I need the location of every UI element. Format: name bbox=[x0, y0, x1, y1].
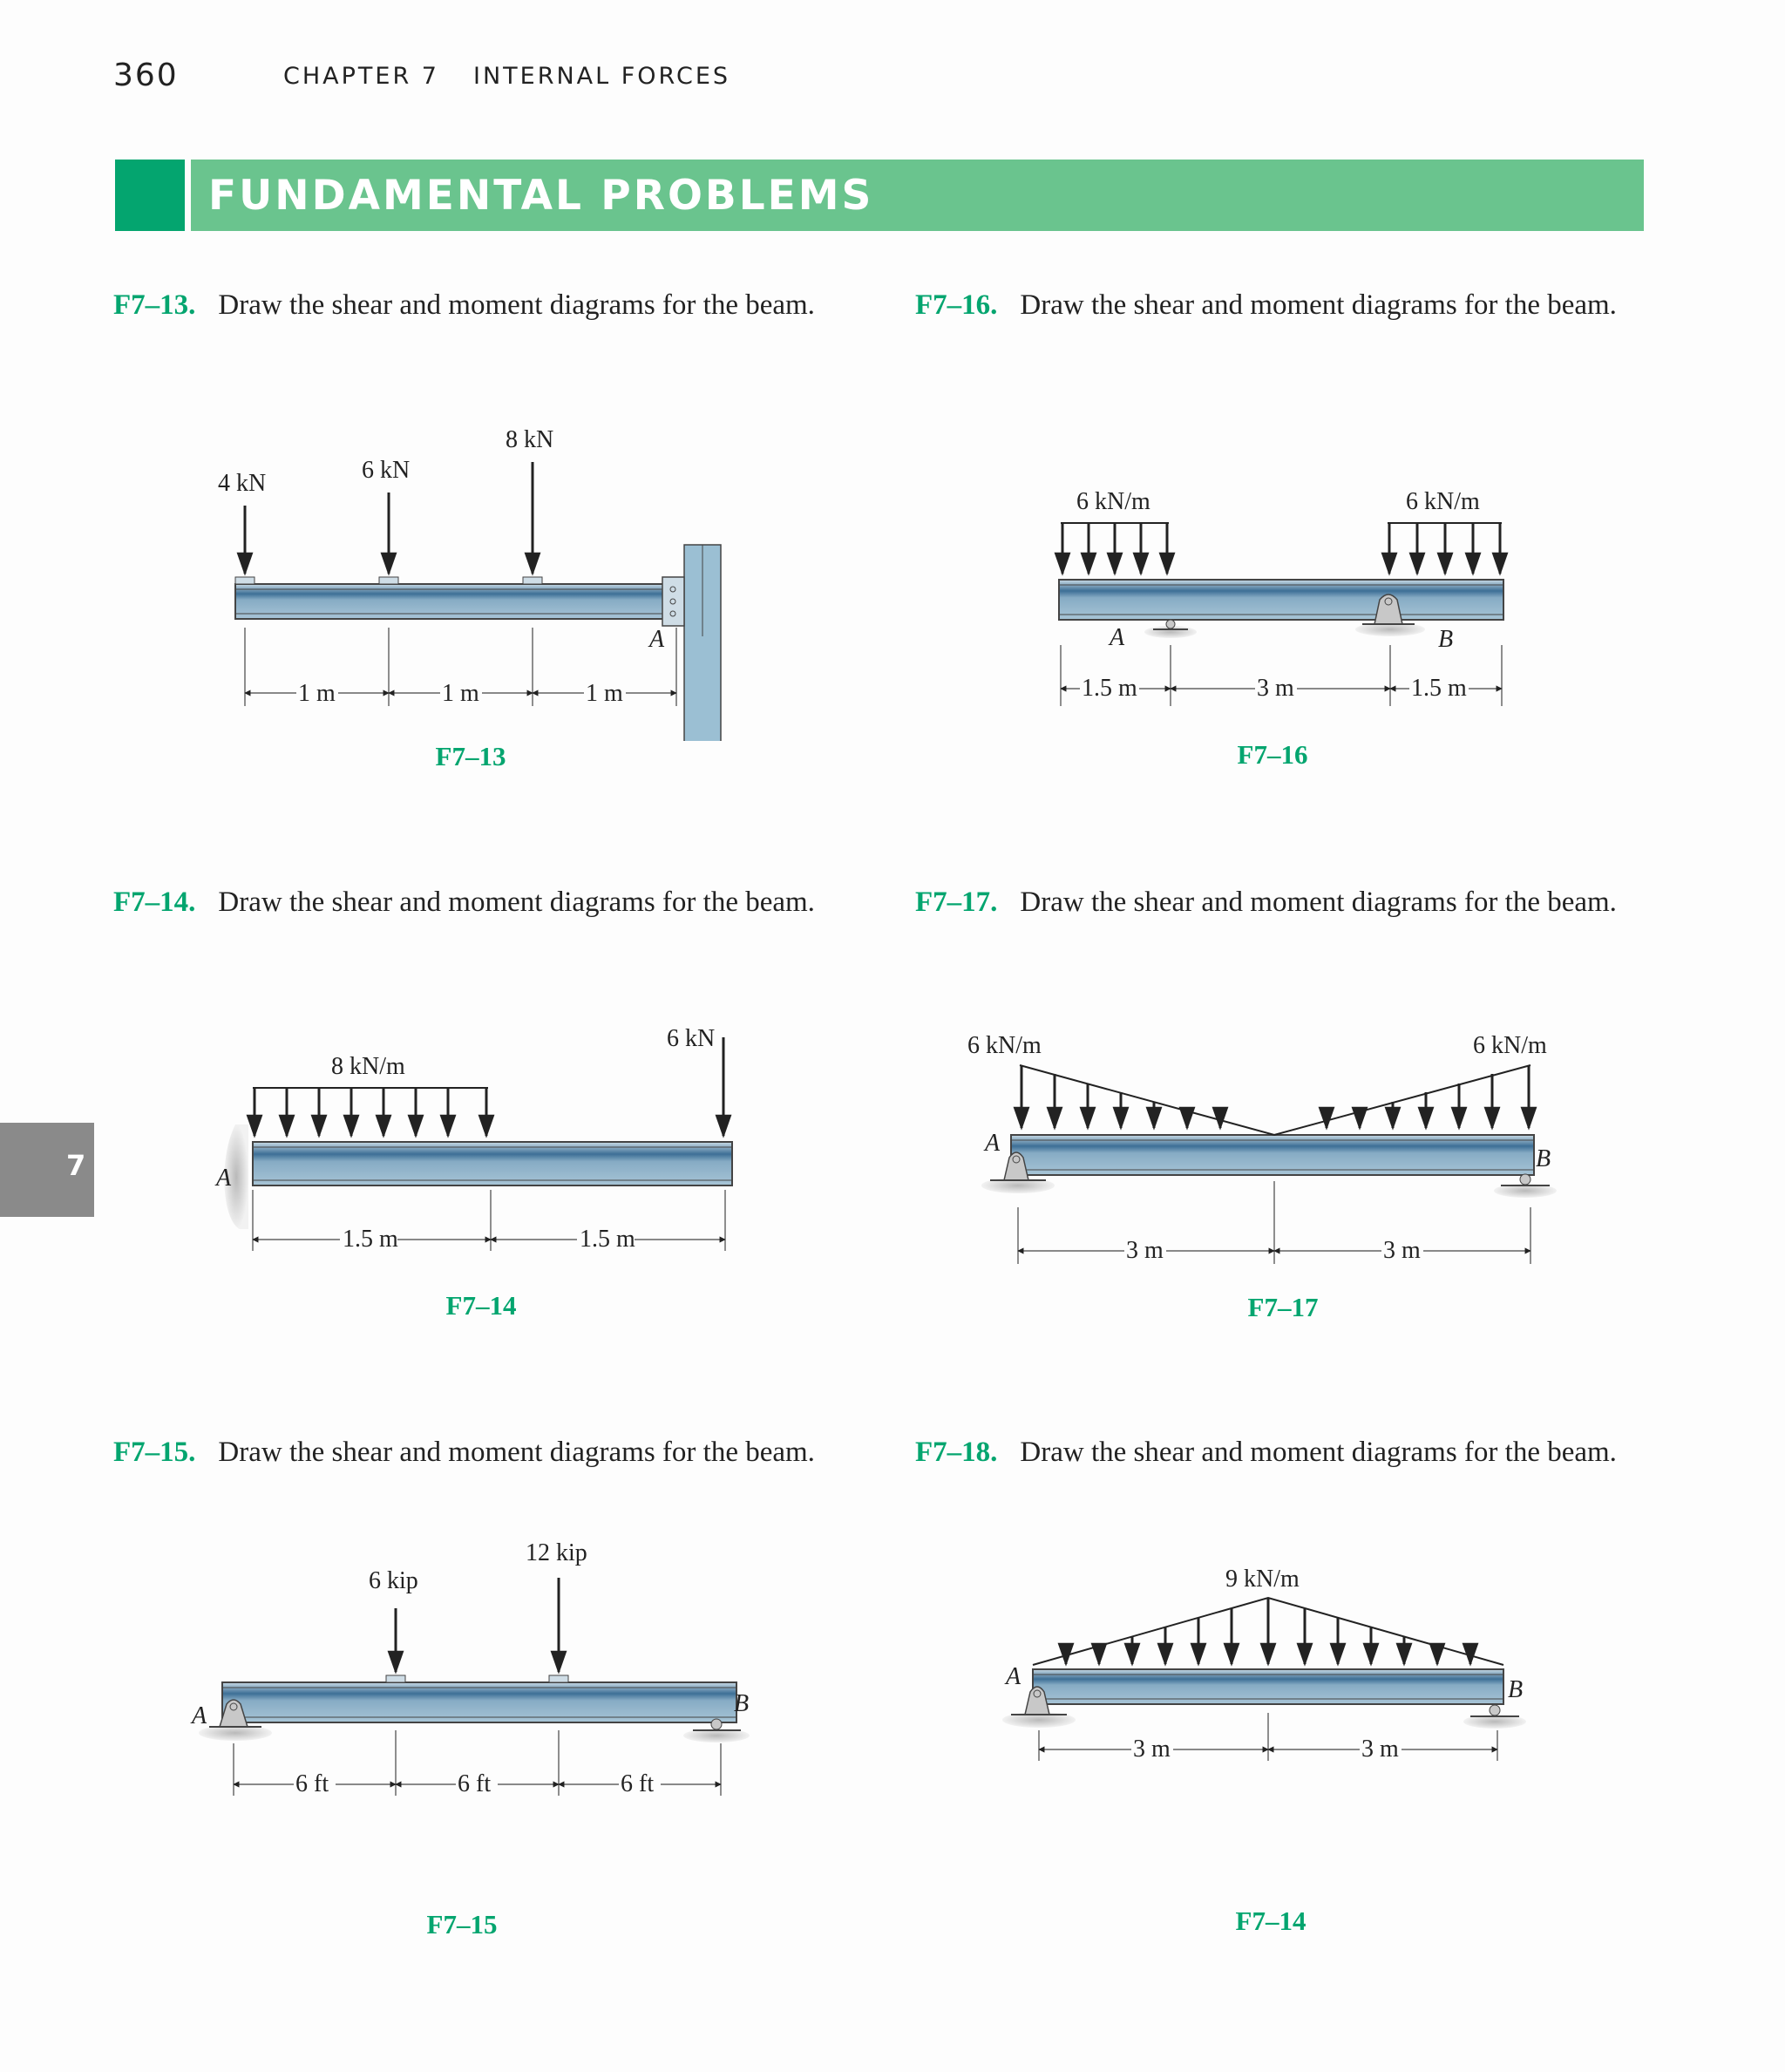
problem-f7-15 bbox=[113, 1437, 815, 1469]
support-label: A bbox=[649, 626, 665, 653]
dimension-label: 3 m bbox=[1383, 1237, 1421, 1264]
udl-arrows bbox=[1389, 523, 1500, 574]
support-label: B bbox=[734, 1690, 750, 1717]
load-label: 12 kip bbox=[526, 1539, 587, 1566]
figure-f7-18 bbox=[994, 1565, 1551, 1783]
chapter-label: CHAPTER 7 bbox=[283, 63, 439, 90]
support-label: B bbox=[1438, 626, 1454, 653]
load-label: 6 kN bbox=[667, 1025, 716, 1052]
figure-caption: F7–15 bbox=[426, 1909, 498, 1940]
problem-number: F7–17. bbox=[915, 887, 998, 918]
dimension-label: 6 ft bbox=[621, 1770, 655, 1797]
dimension-label: 6 ft bbox=[295, 1770, 329, 1797]
problem-f7-18 bbox=[915, 1437, 1617, 1469]
load-label: 6 kip bbox=[369, 1567, 418, 1594]
beam bbox=[253, 1142, 732, 1185]
dimension-label: 3 m bbox=[1133, 1736, 1171, 1763]
dimension-label: 1.5 m bbox=[1082, 675, 1137, 702]
support-label: A bbox=[1006, 1663, 1021, 1690]
page-number: 360 bbox=[113, 58, 179, 93]
load-label: 6 kN/m bbox=[967, 1032, 1042, 1059]
figure-f7-15 bbox=[183, 1530, 776, 1817]
roller-support bbox=[1166, 620, 1175, 628]
beam bbox=[1011, 1135, 1534, 1175]
figure-f7-13 bbox=[200, 427, 758, 741]
support-label: B bbox=[1536, 1145, 1551, 1172]
banner-title: FUNDAMENTAL PROBLEMS bbox=[208, 172, 874, 220]
dimension-label: 3 m bbox=[1361, 1736, 1399, 1763]
chapter-tab-label: 7 bbox=[66, 1149, 86, 1182]
support-label: A bbox=[192, 1702, 207, 1729]
figure-caption: F7–14 bbox=[445, 1290, 517, 1321]
triangular-load-arrows bbox=[1021, 1065, 1529, 1128]
problem-statement: Draw the shear and moment diagrams for the beam. bbox=[218, 887, 815, 918]
dimension-label: 1.5 m bbox=[343, 1226, 398, 1253]
fixed-connection bbox=[662, 577, 684, 626]
dimension-label: 3 m bbox=[1257, 675, 1294, 702]
load-label: 6 kN/m bbox=[1076, 488, 1150, 515]
problem-number: F7–18. bbox=[915, 1437, 998, 1468]
figure-f7-16 bbox=[1042, 479, 1530, 724]
problem-statement: Draw the shear and moment diagrams for the beam. bbox=[218, 1437, 815, 1468]
dimension-label: 1 m bbox=[298, 680, 336, 707]
figure-caption: F7–17 bbox=[1247, 1292, 1319, 1322]
problem-statement: Draw the shear and moment diagrams for the beam. bbox=[1020, 289, 1617, 321]
chapter-title: INTERNAL FORCES bbox=[473, 63, 731, 90]
problem-statement: Draw the shear and moment diagrams for the beam. bbox=[1020, 887, 1617, 918]
chapter-tab bbox=[0, 1123, 94, 1217]
load-label: 4 kN bbox=[218, 470, 267, 497]
beam bbox=[222, 1682, 736, 1722]
dimension-label: 1.5 m bbox=[580, 1226, 635, 1253]
support-label: A bbox=[1110, 624, 1125, 651]
figure-caption: F7–16 bbox=[1237, 739, 1308, 770]
problem-f7-16 bbox=[915, 289, 1617, 322]
figure-caption: F7–14 bbox=[1235, 1906, 1307, 1936]
problem-f7-14 bbox=[113, 887, 815, 919]
banner-square bbox=[115, 160, 185, 231]
support-label: B bbox=[1508, 1676, 1524, 1703]
problem-number: F7–15. bbox=[113, 1437, 196, 1468]
roller-support bbox=[711, 1719, 722, 1729]
load-label: 8 kN bbox=[506, 427, 554, 453]
dimension-label: 3 m bbox=[1126, 1237, 1164, 1264]
figure-f7-14 bbox=[200, 1020, 758, 1273]
roller-support bbox=[1520, 1174, 1530, 1185]
figure-f7-17 bbox=[967, 1029, 1595, 1281]
problem-number: F7–16. bbox=[915, 289, 998, 321]
load-label: 6 kN/m bbox=[1473, 1032, 1547, 1059]
problem-f7-13 bbox=[113, 289, 815, 322]
triangular-load-outline bbox=[1020, 1065, 1530, 1135]
banner bbox=[191, 160, 1644, 231]
udl-arrows bbox=[255, 1088, 486, 1136]
dimension-label: 1 m bbox=[442, 680, 479, 707]
triangular-load-arrows bbox=[1066, 1598, 1470, 1664]
support-label: A bbox=[216, 1165, 232, 1192]
load-label: 9 kN/m bbox=[1225, 1566, 1300, 1593]
dimension-label: 1.5 m bbox=[1411, 675, 1467, 702]
figure-caption: F7–13 bbox=[435, 741, 506, 771]
dimension-label: 1 m bbox=[586, 680, 623, 707]
udl-arrows bbox=[1062, 523, 1167, 574]
dimension-label: 6 ft bbox=[458, 1770, 492, 1797]
load-label: 6 kN/m bbox=[1406, 488, 1480, 515]
load-label: 8 kN/m bbox=[331, 1053, 405, 1080]
problem-f7-17 bbox=[915, 887, 1617, 919]
problem-number: F7–14. bbox=[113, 887, 196, 918]
problem-statement: Draw the shear and moment diagrams for the beam. bbox=[218, 289, 815, 321]
problem-statement: Draw the shear and moment diagrams for the beam. bbox=[1020, 1437, 1617, 1468]
roller-support bbox=[1490, 1705, 1500, 1715]
support-label: A bbox=[985, 1130, 1001, 1157]
beam bbox=[1059, 580, 1503, 620]
problem-number: F7–13. bbox=[113, 289, 196, 321]
load-label: 6 kN bbox=[362, 457, 411, 484]
